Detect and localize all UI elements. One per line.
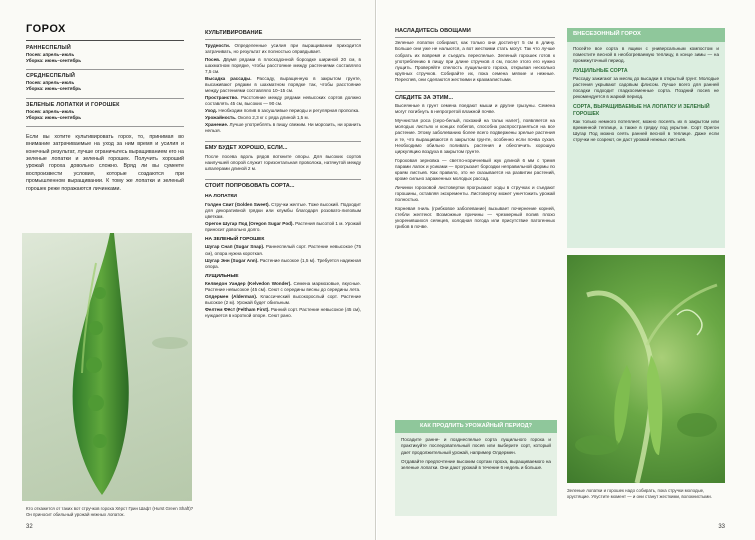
tip-text: После посева вдоль рядов воткните опоры. Для высоких сортов наилучшей опорой служит горизонтальная проволока, натянутой между шпалерами длиной 2 м.: [205, 153, 361, 171]
cultivation-text: Рассаду, выращенную в закрытом грунте, высаживают рядами в шахматном порядке так, чтобы расстояние между растениями составляло 10–15 см.: [205, 75, 361, 93]
page-title: ГОРОХ: [26, 23, 66, 35]
sidebar-body: [567, 42, 725, 146]
cultivation-text: Лучше употреблять в пищу свежим. Ни морозить, ни хранить нельзя.: [205, 122, 361, 134]
variety-text: Ранний сорт. Растение невысокое (45 см), нуждается в короткой опоре. Сеют рано.: [205, 307, 361, 319]
variety-term: Шугар Энн (Sugar Ann).: [205, 257, 259, 263]
cultivation-list: [205, 39, 361, 134]
cultivation-text: Необходим полив в засушливые периоды и регулярная прополка.: [218, 108, 360, 113]
variety-item: [205, 281, 361, 293]
mid-sowing: Посев: апрель–июль: [26, 80, 75, 86]
cultivation-item: [205, 108, 361, 114]
variety-group-heading: НА ЛОПАТКИ: [205, 194, 237, 200]
cultivation-item: [205, 95, 361, 107]
pea-plant-illustration: [567, 255, 725, 483]
pea-plant-photo: [567, 255, 725, 483]
cultivation-term: Трудности.: [205, 43, 231, 49]
mid-block: [26, 69, 184, 92]
cultivation-item: [205, 43, 361, 55]
sidebar-section-text: Как только немного потеплеет, можно посеять их в закрытом или временной теплице, а также в грядку под укрытие. Сорт Орегон Шугар Под можно сеять ранней весной в теплице. Даже если стручки не созреют, он даст урожай нежных листьев.: [573, 118, 719, 142]
variety-item: [205, 202, 361, 220]
cultivation-term: Высадка рассады.: [205, 75, 252, 81]
watch-block: [395, 91, 555, 231]
watch-paragraph: Гороховая зерновка — светло-коричневый жук длиной 6 мм с тремя парами лапок и усиками — прогрызает бороздки неправильной формы по краям листьев. Как правило, это не сказывается на развитии растений, кроме сильно зараженных молодых рассад.: [395, 157, 555, 181]
cultivation-text: Определенные усилия при выращивании приходится затрачивать, но результат их полностью оправдывает.: [205, 43, 361, 55]
enjoy-heading: НАСЛАДИТЕСЬ ОВОЩАМИ: [395, 28, 471, 34]
varieties-heading: СТОИТ ПОПРОБОВАТЬ СОРТА...: [205, 182, 295, 189]
left-right-column: [205, 30, 361, 320]
green-heading: ЗЕЛЕНЫЕ ЛОПАТКИ И ГОРОШЕК: [26, 101, 120, 108]
left-column: [26, 22, 184, 193]
cultivation-term: Уход.: [205, 108, 218, 113]
variety-text: Классический высокорослый сорт. Растение высокое (2 м). Урожай будет обильным.: [205, 294, 361, 306]
cultivation-term: Посев.: [205, 56, 221, 62]
tip-block: [205, 141, 361, 172]
cultivation-heading: КУЛЬТИВИРОВАНИЕ: [205, 30, 263, 36]
variety-term: Голден Свит (Golden Sweet).: [205, 201, 270, 207]
variety-item: [205, 294, 361, 306]
varieties-block: [205, 179, 361, 320]
early-sowing: Посев: апрель–июль: [26, 52, 75, 58]
variety-term: Фелтем Фёст (Feltham First).: [205, 307, 270, 313]
intro-text: Если вы хотите культивировать горох, то, принимая во внимание затрачиваемые на уход за ним время и усилия и конечный результат, лучше ограничьтесь выращиванием его на зеленые лопатки и зеленый горошек. Получить хороший урожай гороха довольно сложно. Вряд ли вы сумеете воспроизвести условия, которые создаются при промышленном выращивании. К тому же лопатки и зеленый горошек реже поражаются личинками.: [26, 133, 184, 192]
early-heading: РАННЕСПЕЛЫЙ: [26, 45, 71, 52]
watch-heading: СЛЕДИТЕ ЗА ЭТИМ...: [395, 94, 454, 101]
green-harvest: Уборка: июнь–сентябрь: [26, 114, 82, 120]
offseason-sidebar: [567, 28, 725, 248]
variety-item: [205, 244, 361, 256]
variety-text: Стручки желтые. Тоже высокий. Подходит для декоративной грядки или клумбы благодаря розовато-лиловым цветкам.: [205, 201, 361, 219]
variety-text: Растения высотой 1 м. Урожай приносит довольно долго.: [205, 220, 361, 232]
sidebar-intro: Посейте все сорта в ящики с универсальным компостом и поместите весной в необогреваемую теплицу, в конце зимы — на промежуточный период.: [573, 45, 719, 63]
intro-block: [26, 126, 184, 193]
cultivation-item: [205, 57, 361, 75]
green-block: [26, 98, 184, 121]
watch-intro: Высеянные в грунт семена поедают мыши и другие грызуны. Семена могут погибнуть в непрогретой влажной почве.: [395, 103, 555, 115]
early-block: [26, 45, 184, 64]
variety-term: Келведон Уандер (Kelvedon Wonder).: [205, 281, 292, 287]
variety-item: [205, 307, 361, 319]
left-page-number: 32: [26, 524, 33, 531]
sidebar-section-text: Рассаду зажигают за месяц до высадки в открытый грунт. Молодые растения укрывают садовым флисом. Лучше всего для ранней посадки подходит гладкосеменные сорта. Поздний посев не рекомендуется в жаркий период.: [573, 75, 719, 99]
variety-text: Семена мармозовые, вкусные. Растение невысокое (45 см). Сеют с середины весны до середины лета.: [205, 281, 361, 293]
left-photo-caption: Кто откажется от таких вот стручков гороха Хёрст Грин Шафт (Hurst Green Shaft)? Он приносит обильный урожай нежных лопаток.: [26, 506, 194, 517]
watch-paragraph: Личинки гороховой листовертки прогрызают ходы в стручках и съедают горошины, оставляя экскременты. Листовертку может уничтожить урожай полностью.: [395, 184, 555, 203]
extend-text-1: Посадите ранне- и позднеспелые сорта лущильного гороха и практикуйте последовательный посев или выберите сорт, который дает продолжительный урожай, например Олдермен.: [401, 437, 551, 455]
variety-text: Растение высокое (1,5 м). Требуется надежная опора.: [205, 257, 361, 269]
cultivation-term: Пространство.: [205, 94, 239, 100]
extend-text-2: Отдавайте предпочтение высоким сортам гороха, выращиваемого на зеленые лопатки. Они дают урожай в течение 6 недель и больше.: [401, 458, 551, 470]
extend-harvest-box: [395, 420, 557, 516]
right-page: [377, 0, 755, 540]
cultivation-item: [205, 122, 361, 134]
mid-heading: СРЕДНЕСПЕЛЫЙ: [26, 73, 76, 80]
watch-paragraph: Корневая гниль (грибковое заболевание) вызывает почернение корней, стебли желтеют. Возможные причины — чрезмерный полив плохо укоренившихся сеянцев, холодная погода или присутствие патогенных грибов в почве.: [395, 206, 555, 230]
cultivation-item: [205, 76, 361, 94]
right-photo-caption: Зеленые лопатки и горошек надо собирать, пока стручки молодые, хрустящие. Упустите момент — и они станут жесткими, волокнистыми.: [567, 488, 712, 499]
right-main-column: [395, 28, 555, 230]
variety-term: Шугар Снап (Sugar Snap).: [205, 244, 265, 250]
variety-item: [205, 258, 361, 270]
sidebar-section-heading: ЛУЩИЛЬНЫЕ СОРТА: [573, 67, 628, 74]
pea-pod-illustration: [22, 233, 192, 501]
cultivation-item: [205, 115, 361, 121]
early-harvest: Уборка: июнь–сентябрь: [26, 58, 82, 64]
extend-heading: КАК ПРОДЛИТЬ УРОЖАЙНЫЙ ПЕРИОД?: [395, 420, 557, 433]
left-page: [0, 0, 376, 540]
variety-term: Олдермен (Alderman).: [205, 294, 258, 300]
sidebar-heading: ВНЕСЕЗОННЫЙ ГОРОХ: [567, 28, 725, 42]
variety-item: [205, 221, 361, 233]
tip-heading: ЕМУ БУДЕТ ХОРОШО, ЕСЛИ...: [205, 145, 288, 152]
mid-harvest: Уборка: июнь–сентябрь: [26, 86, 82, 92]
cultivation-text: Около 2,3 кг с ряда длиной 1,5 м.: [237, 115, 309, 121]
title-rule: [26, 40, 184, 42]
sidebar-section-heading: СОРТА, ВЫРАЩИВАЕМЫЕ НА ЛОПАТКУ И ЗЕЛЕНЫЙ ГОРОШЕК: [573, 103, 710, 117]
cultivation-term: Урожайность.: [205, 115, 237, 121]
cultivation-term: Хранение.: [205, 122, 229, 128]
cultivation-text: Расстояние между рядами невысоких сортов должно составлять 45 см, высоких — 90 см.: [205, 94, 361, 106]
variety-term: Орегон Шугар Под (Oregon Sugar Pod).: [205, 220, 294, 226]
enjoy-text: Зеленые лопатки собирают, как только они достигнут 5 см в длину. Больше они уже не нальются, а вот жесткими стать могут. Так что лучше собрать их вовремя и съедать переспелые. Зеленый горошек готов к употреблению в пищу при длине стручков 4 см, после этого его нужно лущить. Проверяйте спелость лущильного гороха, открывая несколько крупных стручков. Собирайте их, пока семена мягкие и нежные. Переспев, они сделаются жесткими и крахмалистыми.: [395, 37, 555, 82]
green-sowing: Посев: апрель–июль: [26, 108, 75, 114]
variety-group-heading: НА ЗЕЛЕНЫЙ ГОРОШЕК: [205, 236, 265, 242]
variety-text: Раннеспелый сорт. Растение невысокое (75 см), опора нужна короткая.: [205, 244, 362, 256]
extend-body: [395, 433, 557, 473]
pea-pod-photo: [22, 233, 192, 501]
variety-group-heading: ЛУЩИЛЬНЫЕ: [205, 273, 239, 279]
cultivation-text: Двумя рядами в плоскодонной бороздке шириной 20 см, в шахматном порядке, чтобы расстояние между растениями составляло 7,5 см.: [205, 56, 361, 74]
watch-paragraph: Мучнистая роса (серо-белый, похожий на тальк налет), появляется на молодых листьях и концах побегов, способна распространяться на все растение. Этому заболеванию более всего подвержены зрелые растения и те, что выращиваются в закрытом грунте, особенно если почва сухая. Необходимо обильно поливать растения и обеспечить хорошую циркуляцию воздуха в закрытом грунте.: [395, 118, 555, 154]
right-page-number: 33: [718, 524, 725, 531]
